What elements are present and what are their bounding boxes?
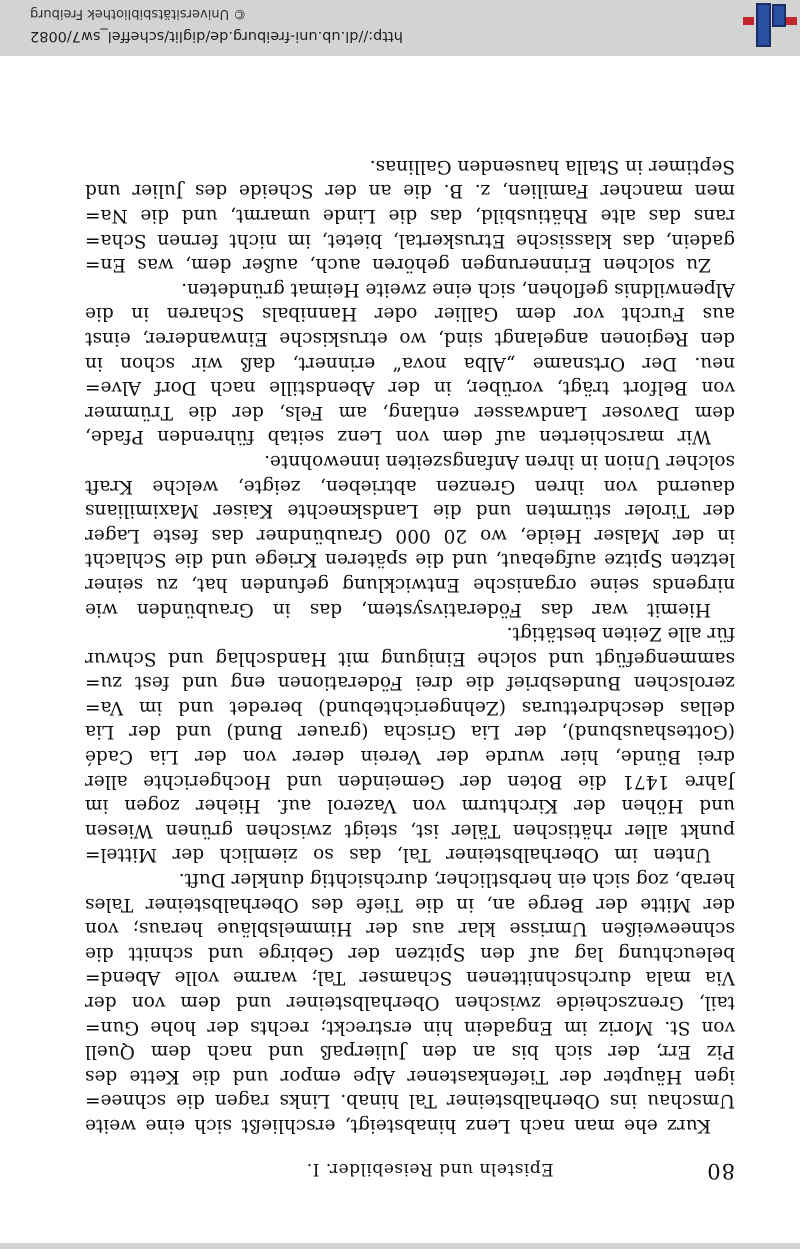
text-line: rans das alte Rhätiusbild, das die Linde umarmt, und die Na=: [85, 205, 735, 227]
text-line: und Höhen der Kirchturm von Vazerol auf. Hieher zogen im: [85, 795, 735, 817]
text-line: von Belfort trägt, vorüber, in der Abendstille nach Dorf Alve=: [85, 377, 735, 399]
bottom-edge-strip: [0, 1243, 800, 1249]
text-line: aus Furcht vor dem Gallier oder Hannibals Scharen in die: [85, 303, 735, 325]
text-line: igen Häupter der Tiefenkastener Alpe empor und die Kette des: [85, 1065, 735, 1087]
text-line: dellas deschdretturas (Zehngerichtebund) beredet und im Va=: [85, 696, 735, 718]
text-line: schneeweißen Umrisse klar aus der Himmelsbläue heraus; von: [85, 918, 735, 940]
text-line: sammengefügt und solche Einigung mit Handschlag und Schwur: [85, 647, 735, 669]
top-bar: [0, 0, 800, 57]
text-line: Piz Err, der sich bis an den Julierpaß und nach dem Quell: [85, 1041, 735, 1063]
text-line: der Mitte der Berge an, in die Tiefe des Oberhalbsteiner Tales: [85, 893, 735, 915]
text-line: gadein, das klassische Etruskertal, bietet, im nicht fernen Scha=: [85, 229, 735, 251]
text-line: Alpenwildnis geflohen, sich eine zweite Heimat gründeten.: [181, 278, 735, 300]
text-line: Kurz ehe man nach Lenz hinabsteigt, erschließt sich eine weite: [85, 1115, 711, 1136]
text-line: in der Malser Heide, wo 20 000 Graubündner das feste Lager: [85, 524, 735, 546]
logo-bar-short: [772, 4, 786, 27]
text-line: herab, zog sich ein herbstlicher, durchsichtig dunkler Duft.: [178, 869, 735, 891]
text-line: neu. Der Ortsname „Alba nova“ erinnert, daß wir schon in: [85, 352, 735, 374]
text-line: Wir marschierten auf dem von Lenz seitab führenden Pfade,: [85, 426, 711, 448]
text-line: men mancher Familien, z. B. die an der Scheide des Julier und: [85, 180, 735, 202]
text-line: tail, Grenzscheide zwischen Oberhalbsteiner und dem von der: [85, 992, 735, 1014]
text-line: Via mala durchschnittenen Schamser Tal; warme volle Abend=: [85, 967, 735, 989]
text-line: beleuchtung lag auf den Spitzen der Gebirge und schnitt die: [85, 942, 735, 964]
text-line: Jahre 1471 die Boten der Gemeinden und Hochgerichte aller: [85, 770, 735, 792]
text-line: für alle Zeiten bestätigt.: [506, 623, 735, 645]
text-line: nirgends seine organische Entwicklung gefunden hat, zu seiner: [85, 573, 735, 595]
text-line: zerolschen Bundesbrief die drei Föderationen eng und fest zu=: [85, 672, 735, 694]
text-block: [85, 153, 735, 1137]
running-header: [85, 1155, 735, 1183]
text-line: Zu solchen Erinnerungen gehören auch, außer dem, was En=: [85, 254, 711, 276]
source-url-text: http://dl.ub.uni-freiburg.de/diglit/scheffel_sw7/0082: [30, 28, 403, 44]
text-line: dem Davoser Landwasser entlang, am Fels, der die Trümmer: [85, 401, 735, 423]
copyright-watermark: © Universitätsbibliothek Freiburg: [30, 6, 247, 21]
text-line: solcher Union in ihren Anfangszeiten innewohnte.: [264, 450, 735, 472]
running-title: Episteln und Reisebilder. I.: [306, 1159, 554, 1179]
text-line: (Gotteshausbund), der Lia Grischa (grauer Bund) und der Lia: [85, 721, 735, 743]
text-line: drei Bünde, hier wurde der Verein derer von der Lia Cadé: [85, 746, 735, 768]
text-line: Umschau ins Oberhalbsteiner Tal hinab. Links ragen die schnee=: [85, 1090, 735, 1112]
text-line: den Regionen angelangt sind, wo etruskische Einwanderer, einst: [85, 328, 735, 349]
text-line: dauernd von ihren Grenzen abtrieben, zeigte, welche Kraft: [85, 475, 735, 497]
text-line: Hiemit war das Föderativsystem, das in Graubünden wie: [85, 598, 711, 620]
ub-freiburg-logo-icon: [738, 0, 800, 50]
page-number: 80: [706, 1159, 735, 1183]
text-line: der Tiroler stürmten und die Landsknechte Kaiser Maximilians: [85, 500, 735, 522]
text-line: Unten im Oberhalbsteiner Tal, das so ziemlich der Mittel=: [85, 844, 711, 866]
text-line: punkt aller rhätischen Täler ist, steigt zwischen grünen Wiesen: [85, 819, 735, 841]
text-line: Septimer in Stalla hausenden Gallinas.: [369, 155, 735, 177]
page-content: [85, 153, 735, 1243]
logo-bar-tall: [756, 3, 771, 47]
logo-red-square-right: [786, 17, 797, 25]
text-line: von St. Moriz im Engadein hin erstreckt; rechts der hohe Gun=: [85, 1016, 735, 1038]
scanned-page: [0, 56, 800, 1243]
logo-red-square-left: [743, 17, 754, 25]
text-line: letzten Spitze aufgebaut, und die späteren Kriege und die Schlacht: [85, 549, 735, 571]
